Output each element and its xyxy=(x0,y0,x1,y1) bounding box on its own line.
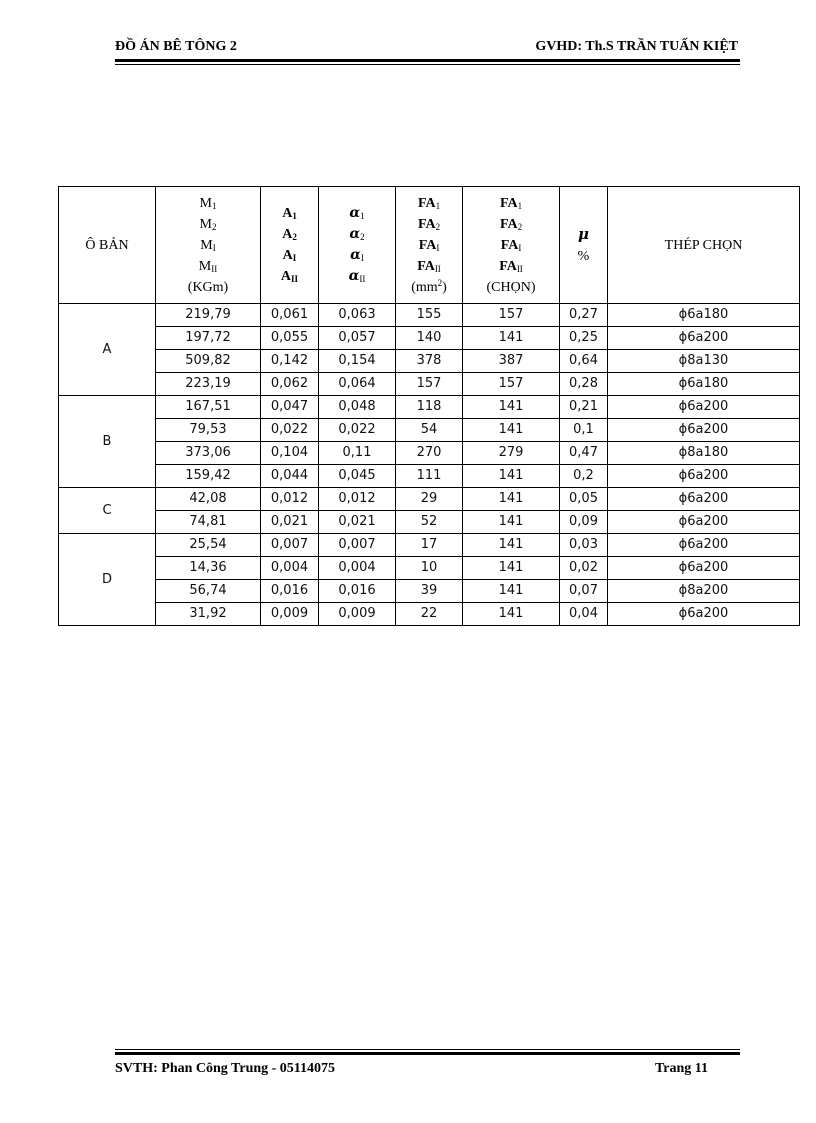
a-cell: 0,021 xyxy=(261,511,319,534)
alpha-cell: 0,007 xyxy=(319,534,396,557)
col-header-slab: Ô BẢN xyxy=(59,187,156,304)
moment-cell: 31,92 xyxy=(156,603,261,626)
table-row xyxy=(59,327,800,350)
fa-cell: 378 xyxy=(396,350,463,373)
steel-cell: ϕ6a200 xyxy=(608,603,800,626)
steel-cell: ϕ6a200 xyxy=(608,465,800,488)
a-cell: 0,012 xyxy=(261,488,319,511)
a-cell: 0,044 xyxy=(261,465,319,488)
fa-cell: 22 xyxy=(396,603,463,626)
a-cell: 0,104 xyxy=(261,442,319,465)
a-cell: 0,062 xyxy=(261,373,319,396)
moment-cell: 167,51 xyxy=(156,396,261,419)
moment-cell: 159,42 xyxy=(156,465,261,488)
mu-cell: 0,28 xyxy=(560,373,608,396)
table-row xyxy=(59,465,800,488)
table-row xyxy=(59,488,800,511)
mu-cell: 0,21 xyxy=(560,396,608,419)
col-header-moment: $M_1$ $M_2$ $M_I$ $M_{II}$ (KGm) xyxy=(156,187,261,304)
fa-cell: 157 xyxy=(396,373,463,396)
mu-cell: 0,07 xyxy=(560,580,608,603)
a-cell: 0,009 xyxy=(261,603,319,626)
table-row xyxy=(59,419,800,442)
slab-group-cell: B xyxy=(59,396,156,488)
moment-cell: 42,08 xyxy=(156,488,261,511)
fa-chosen-cell: 141 xyxy=(463,327,560,350)
mu-cell: 0,1 xyxy=(560,419,608,442)
steel-cell: ϕ6a200 xyxy=(608,396,800,419)
moment-cell: 56,74 xyxy=(156,580,261,603)
fa-chosen-cell: 141 xyxy=(463,465,560,488)
steel-cell: ϕ6a180 xyxy=(608,304,800,327)
moment-cell: 74,81 xyxy=(156,511,261,534)
steel-cell: ϕ8a130 xyxy=(608,350,800,373)
table-row xyxy=(59,534,800,557)
fa-chosen-cell: 141 xyxy=(463,488,560,511)
mu-cell: 0,05 xyxy=(560,488,608,511)
footer-student: SVTH: Phan Công Trung - 05114075 xyxy=(115,1061,336,1076)
moment-cell: 25,54 xyxy=(156,534,261,557)
moment-cell: 223,19 xyxy=(156,373,261,396)
mu-cell: 0,03 xyxy=(560,534,608,557)
fa-chosen-cell: 141 xyxy=(463,557,560,580)
fa-cell: 52 xyxy=(396,511,463,534)
steel-cell: ϕ6a200 xyxy=(608,419,800,442)
alpha-cell: 0,154 xyxy=(319,350,396,373)
col-header-fa: $FA_1$ $FA_2$ $FA_I$ $FA_{II}$ $(mm^2)$ xyxy=(396,187,463,304)
mu-cell: 0,64 xyxy=(560,350,608,373)
steel-cell: ϕ8a200 xyxy=(608,580,800,603)
footer-rule-thin xyxy=(115,1049,740,1050)
mu-cell: 0,2 xyxy=(560,465,608,488)
table-row xyxy=(59,511,800,534)
fa-chosen-cell: 387 xyxy=(463,350,560,373)
fa-cell: 111 xyxy=(396,465,463,488)
col-header-mu: μ % xyxy=(560,187,608,304)
mu-cell: 0,27 xyxy=(560,304,608,327)
a-cell: 0,016 xyxy=(261,580,319,603)
fa-cell: 39 xyxy=(396,580,463,603)
a-cell: 0,007 xyxy=(261,534,319,557)
footer-rule-thick xyxy=(115,1052,740,1055)
header-rule-thick xyxy=(115,59,740,62)
steel-cell: ϕ6a180 xyxy=(608,373,800,396)
slab-group-cell: C xyxy=(59,488,156,534)
table-header-row xyxy=(59,187,800,304)
alpha-cell: 0,009 xyxy=(319,603,396,626)
col-header-a: $A_1$ $A_2$ $A_I$ $A_{II}$ xyxy=(261,187,319,304)
alpha-cell: 0,012 xyxy=(319,488,396,511)
steel-cell: ϕ8a180 xyxy=(608,442,800,465)
a-cell: 0,142 xyxy=(261,350,319,373)
fa-chosen-cell: 141 xyxy=(463,603,560,626)
alpha-cell: 0,016 xyxy=(319,580,396,603)
fa-chosen-cell: 157 xyxy=(463,373,560,396)
fa-cell: 17 xyxy=(396,534,463,557)
table-row xyxy=(59,396,800,419)
alpha-cell: 0,021 xyxy=(319,511,396,534)
col-header-steel: THÉP CHỌN xyxy=(608,187,800,304)
mu-cell: 0,04 xyxy=(560,603,608,626)
steel-cell: ϕ6a200 xyxy=(608,488,800,511)
table-row xyxy=(59,373,800,396)
fa-cell: 140 xyxy=(396,327,463,350)
fa-chosen-cell: 141 xyxy=(463,511,560,534)
mu-cell: 0,02 xyxy=(560,557,608,580)
mu-cell: 0,25 xyxy=(560,327,608,350)
fa-cell: 10 xyxy=(396,557,463,580)
fa-chosen-cell: 141 xyxy=(463,396,560,419)
steel-cell: ϕ6a200 xyxy=(608,557,800,580)
alpha-cell: 0,11 xyxy=(319,442,396,465)
moment-cell: 509,82 xyxy=(156,350,261,373)
alpha-cell: 0,048 xyxy=(319,396,396,419)
a-cell: 0,047 xyxy=(261,396,319,419)
fa-cell: 29 xyxy=(396,488,463,511)
fa-cell: 155 xyxy=(396,304,463,327)
a-cell: 0,004 xyxy=(261,557,319,580)
alpha-cell: 0,057 xyxy=(319,327,396,350)
mu-cell: 0,09 xyxy=(560,511,608,534)
table-row xyxy=(59,442,800,465)
alpha-cell: 0,022 xyxy=(319,419,396,442)
moment-cell: 219,79 xyxy=(156,304,261,327)
fa-chosen-cell: 141 xyxy=(463,580,560,603)
header-project-title: ĐỒ ÁN BÊ TÔNG 2 xyxy=(115,39,237,54)
fa-chosen-cell: 279 xyxy=(463,442,560,465)
fa-chosen-cell: 141 xyxy=(463,419,560,442)
moment-cell: 79,53 xyxy=(156,419,261,442)
a-cell: 0,061 xyxy=(261,304,319,327)
fa-cell: 270 xyxy=(396,442,463,465)
moment-cell: 373,06 xyxy=(156,442,261,465)
header-rule-thin xyxy=(115,64,740,65)
moment-cell: 197,72 xyxy=(156,327,261,350)
col-header-fa-chosen: $FA_1$ $FA_2$ $FA_I$ $FA_{II}$ (CHỌN) xyxy=(463,187,560,304)
steel-cell: ϕ6a200 xyxy=(608,511,800,534)
mu-cell: 0,47 xyxy=(560,442,608,465)
alpha-cell: 0,064 xyxy=(319,373,396,396)
table-row xyxy=(59,603,800,626)
table-row xyxy=(59,350,800,373)
fa-chosen-cell: 141 xyxy=(463,534,560,557)
fa-cell: 54 xyxy=(396,419,463,442)
table-body xyxy=(59,304,800,626)
fa-chosen-cell: 157 xyxy=(463,304,560,327)
header-instructor: GVHD: Th.S TRẦN TUẤN KIỆT xyxy=(535,39,738,54)
steel-cell: ϕ6a200 xyxy=(608,534,800,557)
steel-cell: ϕ6a200 xyxy=(608,327,800,350)
col-header-alpha: $\alpha_1$ $\alpha_2$ $\alpha_I$ $\alpha_{II}$ xyxy=(319,187,396,304)
a-cell: 0,055 xyxy=(261,327,319,350)
fa-cell: 118 xyxy=(396,396,463,419)
alpha-cell: 0,045 xyxy=(319,465,396,488)
table-row xyxy=(59,580,800,603)
alpha-cell: 0,004 xyxy=(319,557,396,580)
reinforcement-table xyxy=(58,186,800,626)
slab-group-cell: A xyxy=(59,304,156,396)
footer-page-number: Trang 11 xyxy=(654,1061,708,1076)
table-row xyxy=(59,304,800,327)
moment-cell: 14,36 xyxy=(156,557,261,580)
slab-group-cell: D xyxy=(59,534,156,626)
table-row xyxy=(59,557,800,580)
a-cell: 0,022 xyxy=(261,419,319,442)
alpha-cell: 0,063 xyxy=(319,304,396,327)
